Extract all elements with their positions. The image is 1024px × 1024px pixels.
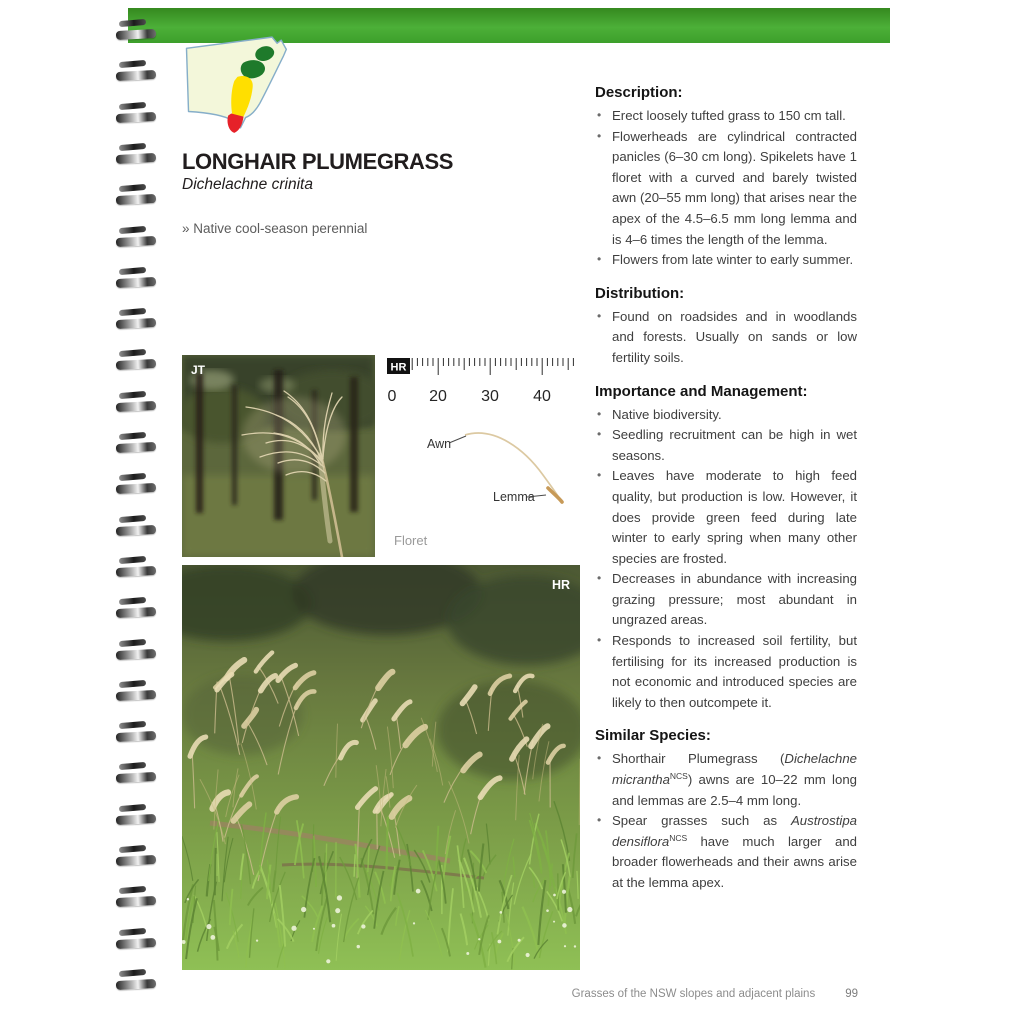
section-heading: Importance and Management: (595, 382, 808, 400)
map-region-red (227, 114, 243, 133)
photo-credit-jt: JT (191, 363, 206, 377)
nsw-distribution-map (178, 30, 306, 140)
spiral-coil (116, 640, 162, 666)
spiral-coil (116, 61, 162, 87)
ruler-credit-hr: HR (390, 361, 407, 374)
awn-label: Awn (427, 437, 452, 451)
bullet-text: Decreases in abundance with increasing grazing pressure; most abundant in ungrazed areas. (612, 571, 857, 628)
bullet-item (595, 127, 857, 251)
spiral-coil (116, 227, 162, 253)
bullet-item (595, 106, 857, 127)
spiral-coil (116, 268, 162, 294)
bullet-text: Responds to increased soil fertility, but fertilising for its increased production is not economic and introduced species are likely to then outcompete it. (612, 633, 857, 710)
bullet-item (595, 749, 857, 811)
bullet-item (595, 631, 857, 713)
spiral-coil (116, 350, 162, 376)
ruler-label: 30 (481, 388, 499, 405)
spiral-coil (116, 557, 162, 583)
bullet-glyph: • (597, 468, 602, 483)
section-list (595, 307, 857, 369)
spiral-coil (116, 433, 162, 459)
scientific-name: Dichelachne crinita (182, 176, 313, 194)
book-title: Grasses of the NSW slopes and adjacent plains (571, 988, 816, 1000)
ruler-label: 0 (387, 388, 397, 405)
spiral-coil (116, 929, 162, 955)
bullet-glyph: • (597, 633, 602, 648)
spiral-coil (116, 763, 162, 789)
bullet-item (595, 466, 857, 569)
spiral-coil (116, 598, 162, 624)
spiral-coil (116, 722, 162, 748)
bullet-item (595, 405, 857, 426)
spiral-coil (116, 846, 162, 872)
bullet-glyph: • (597, 308, 602, 323)
photo-small-art (182, 355, 375, 557)
bullet-glyph: • (597, 751, 602, 766)
bullet-text: Shorthair Plumegrass (Dichelachne micrantha$^{NCS}$) awns are 10–22 mm long and lemmas are 2.5–4 mm long. (612, 751, 857, 808)
lifecycle-tagline: » Native cool-season perennial (182, 221, 368, 237)
bullet-item (595, 811, 857, 893)
spiral-coil (116, 185, 162, 211)
bullet-text: Erect loosely tufted grass to 150 cm tall. (612, 108, 846, 123)
content-column (595, 84, 857, 908)
section (595, 285, 857, 369)
spiral-coil (116, 516, 162, 542)
bullet-text: Flowerheads are cylindrical contracted panicles (6–30 cm long). Spikelets have 1 floret with a curved and barely twisted awn (20–55 mm long) that arises near the apex of the 4.5–6.5 mm long lemma and is 4–6 times the length of the lemma. (612, 128, 857, 247)
lemma-label: Lemma (493, 490, 535, 504)
bullet-text: Found on roadsides and in woodlands and forests. Usually on sands or low fertility soils. (612, 308, 857, 365)
bullet-glyph: • (597, 813, 602, 828)
bullet-glyph: • (597, 108, 602, 122)
section-list (595, 749, 857, 893)
bullet-glyph: • (597, 406, 602, 421)
bullet-text: Native biodiversity. (612, 406, 722, 422)
spiral-coil (116, 887, 162, 913)
ruler-label: 20 (429, 388, 447, 405)
floret-caption: Floret (394, 533, 428, 548)
bullet-text: Spear grasses such as Austrostipa densiflora$^{NCS}$ have much larger and broader flowerheads and their awns arise at the lemma apex. (612, 813, 857, 890)
ruler-figure-art (385, 355, 580, 557)
section-heading: Similar Species: (595, 727, 711, 745)
bullet-glyph: • (597, 427, 602, 442)
spiral-coil (116, 392, 162, 418)
bullet-item (595, 569, 857, 631)
ruler-label: 40 (533, 388, 551, 405)
spiral-coil (116, 20, 162, 46)
bullet-glyph: • (597, 128, 602, 143)
page-title: LONGHAIR PLUMEGRASS (182, 149, 454, 174)
spiral-coil (116, 103, 162, 129)
grass-photo-large (182, 565, 580, 970)
photo-large-art (182, 565, 580, 970)
nsw-map-svg (178, 30, 306, 140)
page-number: 99 (845, 988, 858, 1000)
section-list (595, 405, 857, 714)
bullet-item (595, 425, 857, 466)
bullet-text: Seedling recruitment can be high in wet seasons. (612, 427, 857, 463)
spiral-coil (116, 144, 162, 170)
section (595, 383, 857, 714)
spiral-coil (116, 681, 162, 707)
grass-photo-small (182, 355, 375, 557)
bullet-glyph: • (597, 252, 602, 267)
photo-credit-hr: HR (551, 578, 570, 592)
bullet-text: Leaves have moderate to high feed quality, but production is low. However, it does provide green feed during late winter to early spring when many other species are frosted. (612, 468, 857, 566)
spiral-coil (116, 970, 162, 996)
section (595, 727, 857, 893)
spiral-coil (116, 474, 162, 500)
bullet-item (595, 250, 857, 271)
section (595, 84, 857, 271)
bullet-text: Flowers from late winter to early summer. (612, 252, 854, 268)
title-block (182, 150, 512, 236)
spiral-coil (116, 309, 162, 335)
bullet-item (595, 307, 857, 369)
section-heading: Description: (595, 84, 683, 101)
footer (560, 988, 858, 1000)
ruler-figure (385, 355, 580, 557)
spiral-coil (116, 805, 162, 831)
bullet-glyph: • (597, 571, 602, 586)
section-list (595, 106, 857, 271)
section-heading: Distribution: (595, 284, 685, 302)
